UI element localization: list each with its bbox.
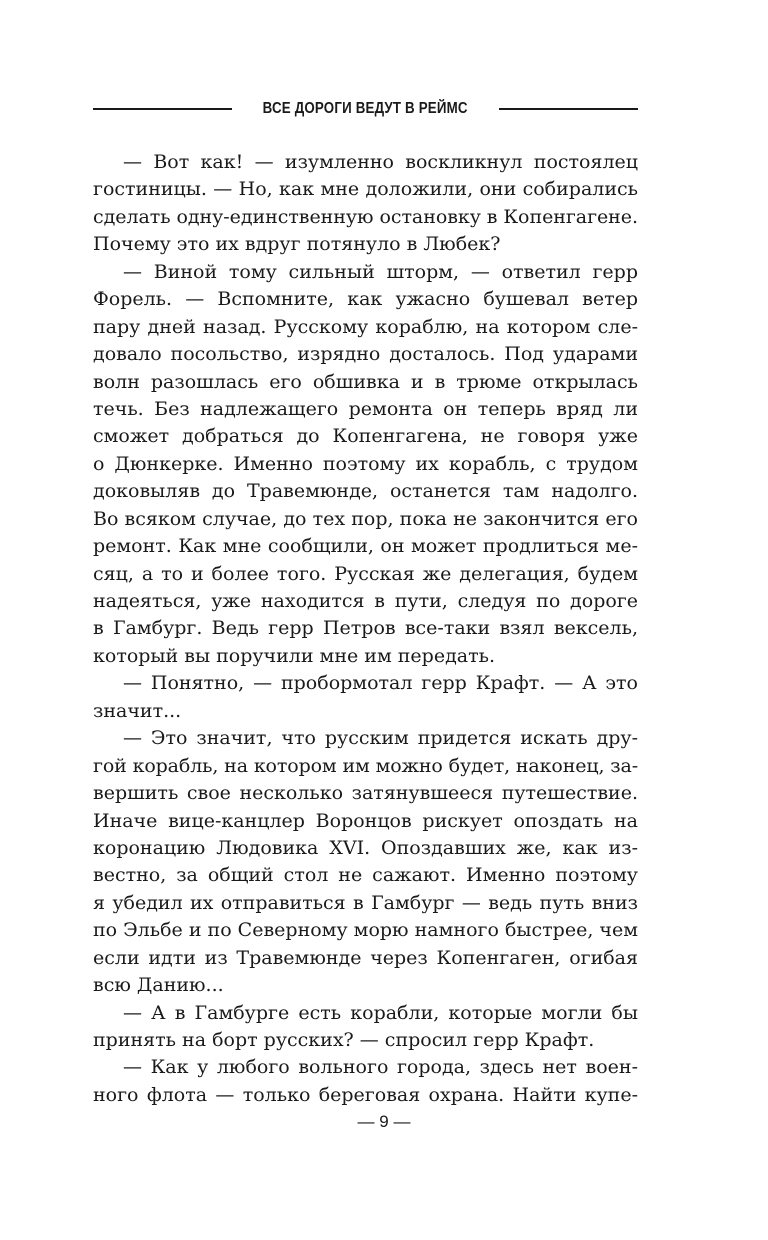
text-line: — Как у любого вольного города, здесь нет воен- [123,1056,638,1079]
running-header [93,94,638,124]
text-line: доковыляв до Травемюнде, останется там надолго. [93,480,638,503]
text-line: Иначе вице-канцлер Воронцов рискует опоздать на [93,809,638,832]
text-line: Форель. — Вспомните, как ужасно бушевал ветер [93,288,638,311]
header-rule-right [499,108,638,110]
text-line: — Вот как! — изумленно воскликнул постоялец [123,151,638,173]
text-line: гой корабль, на котором им можно будет, наконец, за- [93,754,638,777]
text-line: гостиницы. — Но, как мне доложили, они собирались [93,178,638,201]
text-line: волн разошлась его обшивка и в трюме открылась [93,370,638,393]
text-line: сделать одну-единственную остановку в Копенгагене. [93,205,638,228]
text-line: — Понятно, — пробормотал герр Крафт. — А это [123,672,638,695]
text-line: если идти из Травемюнде через Копенгаген, огибая [93,946,638,969]
text-line: — Это значит, что русским придется искать дру- [123,727,638,750]
text-line: надеяться, уже находится в пути, следуя по дороге [93,590,638,612]
text-line: ремонт. Как мне сообщили, он может продлиться ме- [93,535,638,558]
text-line: — Виной тому сильный шторм, — ответил герр [123,260,638,283]
page-number: — 9 — [357,1112,411,1131]
text-line: по Эльбе и по Северному морю намного быстрее, чем [93,919,638,942]
text-line: сяц, а то и более того. Русская же делегация, будем [93,562,638,585]
header-rule-left [93,108,232,110]
text-line: — А в Гамбурге есть корабли, которые могли бы [123,1001,638,1024]
text-line: вершить свое несколько затянувшееся путешествие. [93,782,638,805]
running-title: ВСЕ ДОРОГИ ВЕДУТ В РЕЙМС [262,100,469,117]
text-line: который вы поручили мне им передать. [93,644,495,667]
text-line: вестно, за общий стол не сажают. Именно поэтому [93,864,638,887]
text-line: я убедил их отправиться в Гамбург — ведь путь вниз [93,891,638,914]
text-line: Почему это их вдруг потянуло в Любек? [93,233,501,256]
text-line: принять на борт русских? — спросил герр Крафт. [93,1029,595,1051]
text-line: пару дней назад. Русскому кораблю, на котором сле- [93,315,638,338]
text-line: течь. Без надлежащего ремонта он теперь вряд ли [93,397,638,420]
text-line: сможет добраться до Копенгагена, не говоря уже [93,425,638,448]
text-line: довало посольство, изрядно досталось. Под ударами [93,343,638,366]
text-line: ного флота — только береговая охрана. Найти купе- [93,1083,638,1106]
text-line: значит... [93,699,182,722]
body-text [93,149,638,1109]
text-line: всю Данию... [93,974,224,997]
text-line: коронацию Людовика XVI. Опоздавших же, как из- [93,836,638,859]
text-line: в Гамбург. Ведь герр Петров все-таки взял вексель, [93,617,638,640]
text-line: Во всяком случае, до тех пор, пока не закончится его [93,507,638,530]
text-line: о Дюнкерке. Именно поэтому их корабль, с трудом [93,452,638,475]
